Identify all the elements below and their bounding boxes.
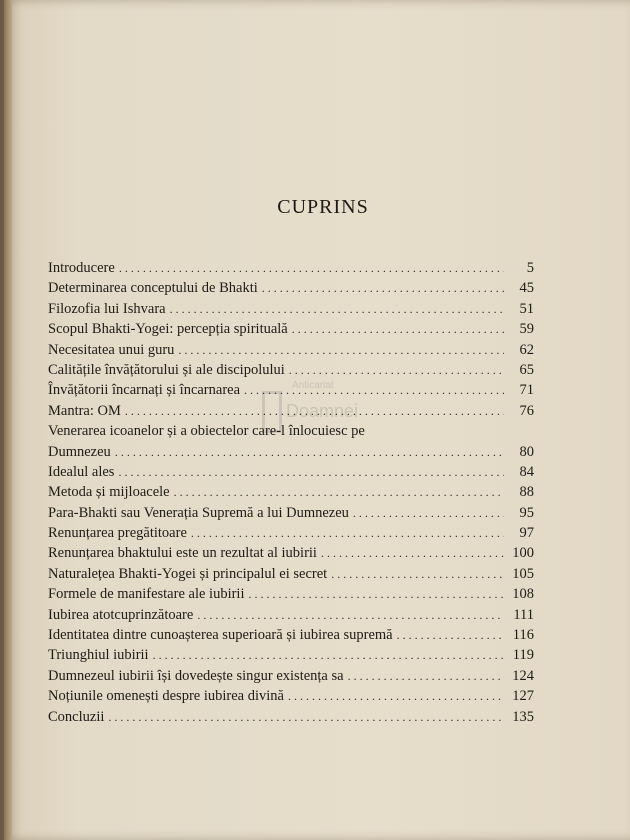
toc-entry-title: Mantra: OM xyxy=(48,402,121,419)
toc-leader-dots xyxy=(348,669,504,684)
toc-entry-page: 76 xyxy=(519,402,534,419)
toc-leader-dots xyxy=(178,343,504,358)
toc-entry xyxy=(48,400,534,423)
book-page xyxy=(4,0,630,840)
toc-entry xyxy=(48,668,534,688)
toc-entry xyxy=(48,280,534,300)
toc-entry-title: Determinarea conceptului de Bhakti xyxy=(48,280,258,297)
toc-entry-page: 5 xyxy=(526,260,534,276)
toc-entry xyxy=(48,321,534,341)
watermark-prefix: Anticariat xyxy=(292,380,334,391)
toc-entry-title: Renunțarea pregătitoare xyxy=(48,525,187,542)
toc-entry-title: Introducere xyxy=(48,260,115,276)
toc-entry-page: 95 xyxy=(519,504,534,521)
toc-entry xyxy=(48,342,534,362)
toc-entry-page: 100 xyxy=(512,545,534,562)
table-of-contents xyxy=(48,260,534,729)
toc-leader-dots xyxy=(118,465,504,480)
toc-entry-page: 45 xyxy=(519,280,534,297)
toc-entry xyxy=(48,688,534,708)
toc-entry xyxy=(48,301,534,321)
toc-leader-dots xyxy=(115,445,504,460)
toc-leader-dots xyxy=(108,710,504,725)
toc-entry-title: Identitatea dintre cunoașterea superioară și iubirea supremă xyxy=(48,627,393,644)
toc-entry xyxy=(48,647,534,667)
toc-entry xyxy=(48,362,534,382)
toc-entry-title: Dumnezeul iubirii își dovedește singur existența sa xyxy=(48,667,344,684)
toc-entry-page: 65 xyxy=(519,361,534,378)
toc-entry-page: 84 xyxy=(519,463,534,480)
toc-entry-title: Concluzii xyxy=(48,708,105,725)
page-title: CUPRINS xyxy=(277,196,369,218)
toc-entry-page: 71 xyxy=(519,382,534,399)
toc-entry-title: Filozofia lui Ishvara xyxy=(48,300,166,317)
toc-entry-title: Formele de manifestare ale iubirii xyxy=(48,586,245,603)
toc-entry xyxy=(48,566,534,586)
toc-entry xyxy=(48,586,534,606)
toc-entry-title: Venerarea icoanelor și a obiectelor care-l înlocuiesc pe xyxy=(48,423,365,440)
toc-entry-title: Calitățile învățătorului și ale discipolului xyxy=(48,361,285,378)
toc-entry xyxy=(48,525,534,545)
toc-entry-page: 127 xyxy=(512,688,534,705)
toc-leader-dots xyxy=(174,485,504,500)
toc-entry-page: 105 xyxy=(512,565,534,582)
toc-entry-page: 80 xyxy=(519,443,534,460)
toc-entry-title: Para-Bhakti sau Venerația Supremă a lui Dumnezeu xyxy=(48,504,349,521)
toc-entry xyxy=(48,627,534,647)
toc-entry-page: 111 xyxy=(513,606,534,623)
toc-entry xyxy=(48,423,534,443)
toc-entry xyxy=(48,260,534,280)
toc-leader-dots xyxy=(353,506,504,521)
toc-entry xyxy=(48,444,534,464)
toc-leader-dots xyxy=(191,526,504,541)
toc-entry-title: Triunghiul iubirii xyxy=(48,647,149,664)
toc-leader-dots xyxy=(321,546,504,561)
toc-entry-title: Noțiunile omenești despre iubirea divină xyxy=(48,688,284,705)
toc-leader-dots xyxy=(262,281,504,296)
toc-entry-page: 119 xyxy=(512,647,534,664)
toc-entry-page: 51 xyxy=(519,300,534,317)
toc-entry xyxy=(48,464,534,484)
toc-entry xyxy=(48,484,534,504)
toc-leader-dots xyxy=(248,587,504,602)
toc-leader-dots xyxy=(244,383,504,398)
toc-entry-title: Iubirea atotcuprinzătoare xyxy=(48,606,194,623)
toc-entry xyxy=(48,709,534,729)
toc-entry xyxy=(48,505,534,525)
toc-leader-dots xyxy=(119,261,504,276)
toc-entry xyxy=(48,545,534,565)
toc-leader-dots xyxy=(153,648,504,663)
watermark-brand: Doamnei xyxy=(286,400,359,421)
toc-entry-title: Necesitatea unui guru xyxy=(48,341,175,358)
toc-entry-title: Idealul ales xyxy=(48,463,115,480)
toc-entry-title: Metoda și mijloacele xyxy=(48,484,170,501)
toc-leader-dots xyxy=(197,608,504,623)
toc-leader-dots xyxy=(331,567,504,582)
toc-leader-dots xyxy=(125,404,504,419)
toc-entry-page: 62 xyxy=(519,341,534,358)
toc-entry-page: 124 xyxy=(512,667,534,684)
toc-entry-page: 97 xyxy=(519,525,534,542)
toc-entry-title: Scopul Bhakti-Yogei: percepția spirituală xyxy=(48,321,288,338)
toc-entry-page: 88 xyxy=(519,484,534,501)
toc-entry xyxy=(48,382,534,402)
toc-entry xyxy=(48,607,534,627)
toc-entry-page: 59 xyxy=(519,321,534,338)
toc-entry-page: 135 xyxy=(512,708,534,725)
toc-entry-title: Dumnezeu xyxy=(48,443,111,460)
toc-leader-dots xyxy=(170,302,504,317)
toc-leader-dots xyxy=(288,689,504,704)
toc-entry-title: Renunțarea bhaktului este un rezultat al iubirii xyxy=(48,545,317,562)
toc-entry-title: Naturalețea Bhakti-Yogei și principalul ei secret xyxy=(48,565,328,582)
toc-entry-page: 116 xyxy=(512,627,534,644)
toc-leader-dots xyxy=(289,363,504,378)
toc-leader-dots xyxy=(397,628,504,643)
toc-leader-dots xyxy=(292,322,504,337)
page-spine-edge xyxy=(4,0,12,840)
toc-entry-title: Învățătorii încarnați și încarnarea xyxy=(48,382,241,399)
toc-entry-page: 108 xyxy=(512,586,534,603)
